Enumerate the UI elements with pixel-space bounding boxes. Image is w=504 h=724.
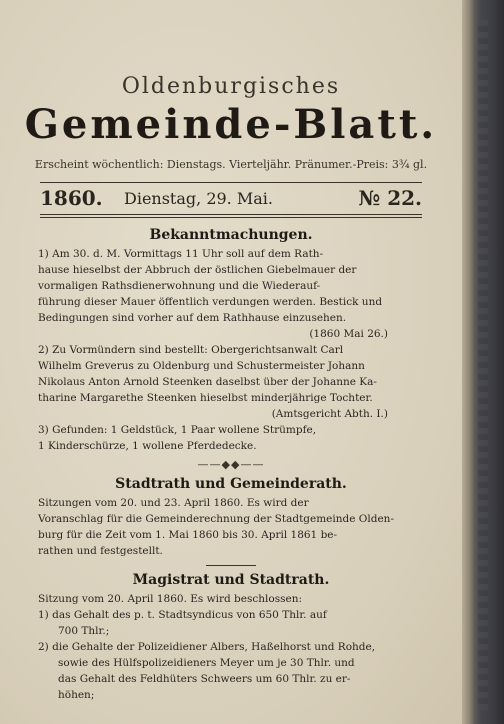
masthead-title: Gemeinde-Blatt.: [24, 101, 438, 148]
text-line: 1) Am 30. d. M. Vormittags 11 Uhr soll auf dem Rath-: [38, 248, 324, 260]
text-line: 3) Gefunden: 1 Geldstück, 1 Paar wollene Strümpfe,: [38, 424, 317, 436]
text-line: Wilhelm Greverus zu Oldenburg und Schustermeister Johann: [38, 360, 365, 372]
text-line: burg für die Zeit vom 1. Mai 1860 bis 30. April 1861 be-: [38, 529, 338, 541]
text-line: rathen und festgestellt.: [38, 545, 163, 557]
text-line: sowie des Hülfspolizeidieners Meyer um je 30 Thlr. und: [58, 657, 355, 669]
text-line: vormaligen Rathsdienerwohnung und die Wiederauf-: [38, 280, 321, 292]
text-line: 1 Kinderschürze, 1 wollene Pferdedecke.: [38, 440, 257, 452]
text-line: tharine Margarethe Steenken hieselbst minderjährige Tochter.: [38, 392, 373, 404]
section-title-bekanntmachungen: Bekanntmachungen.: [149, 227, 313, 243]
text-line: führung dieser Mauer öffentlich verdungen werden. Bestick und: [38, 296, 383, 308]
section-divider-ornament: ——◆◆——: [197, 458, 265, 471]
masthead-subtitle: Oldenburgisches: [121, 74, 341, 99]
issue-date: Dienstag, 29. Mai.: [124, 189, 273, 208]
issue-row: [40, 186, 422, 212]
bottom-rule: [40, 214, 422, 215]
text-line: 2) Zu Vormündern sind bestellt: Obergerichtsanwalt Carl: [38, 344, 344, 356]
issue-number: № 22.: [358, 186, 422, 210]
top-rule: [40, 182, 422, 183]
short-divider: [206, 565, 256, 566]
text-line: 1) das Gehalt des p. t. Stadtsyndicus von 650 Thlr. auf: [38, 609, 327, 621]
text-line: Bedingungen sind vorher auf dem Rathhause einzusehen.: [38, 312, 347, 324]
text-line: höhen;: [58, 689, 95, 701]
text-line: hause hieselbst der Abbruch der östlichen Giebelmauer der: [38, 264, 357, 276]
section-title-magistrat: Magistrat und Stadtrath.: [132, 572, 330, 588]
bottom-rule-thin: [40, 217, 422, 218]
text-line: Sitzungen vom 20. und 23. April 1860. Es wird der: [38, 497, 309, 509]
section-title-stadtrath: Stadtrath und Gemeinderath.: [115, 476, 347, 492]
text-line: das Gehalt des Feldhüters Schweers um 60 Thlr. zu er-: [58, 673, 351, 685]
text-line: (1860 Mai 26.): [309, 328, 388, 340]
text-line: (Amtsgericht Abth. I.): [271, 408, 388, 420]
text-line: 2) die Gehalte der Polizeidiener Albers, Haßelhorst und Rohde,: [38, 641, 376, 653]
binding-texture: [478, 20, 488, 710]
issue-year: 1860.: [40, 186, 103, 210]
text-line: Sitzung vom 20. April 1860. Es wird beschlossen:: [38, 593, 302, 605]
text-line: Nikolaus Anton Arnold Steenken daselbst über der Johanne Ka-: [38, 376, 377, 388]
subscription-notice: Erscheint wöchentlich: Dienstags. Vierteljähr. Pränumer.-Preis: 3¾ gl.: [34, 158, 428, 171]
text-line: 700 Thlr.;: [58, 625, 110, 637]
text-line: Voranschlag für die Gemeinderechnung der Stadtgemeinde Olden-: [38, 513, 394, 525]
